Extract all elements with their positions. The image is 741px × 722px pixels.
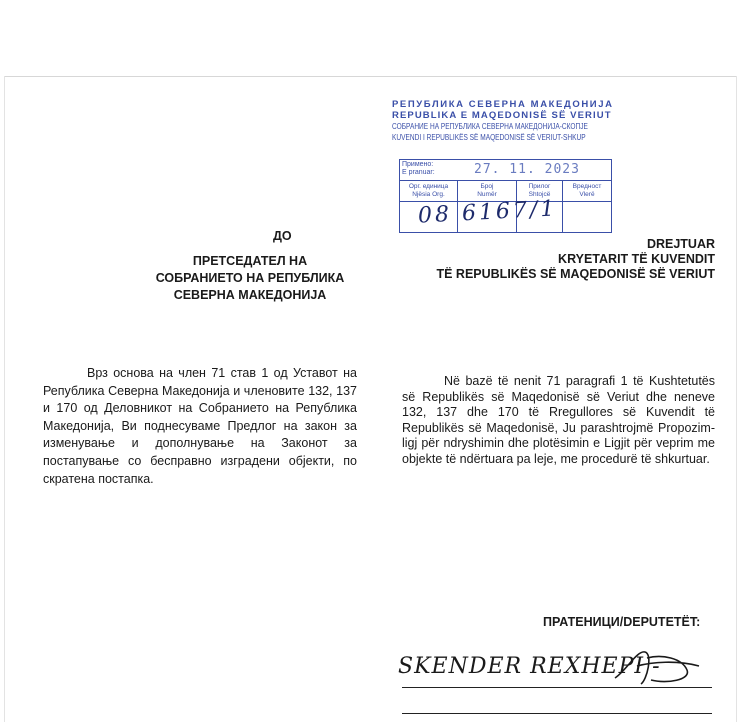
handwritten-signature-name: SKENDER REXHEPI - xyxy=(398,654,661,679)
sq-address-line: TË REPUBLIKËS SË MAQEDONISË SË VERIUT xyxy=(436,267,715,281)
sq-address-line: KRYETARIT TË KUVENDIT xyxy=(558,252,715,266)
mk-address-line: ПРЕТСЕДАТЕЛ НА xyxy=(192,254,308,268)
signature-flourish xyxy=(607,640,707,690)
received-date: 27. 11. 2023 xyxy=(474,162,580,177)
received-label xyxy=(400,160,460,180)
sq-body-text: Në bazë të nenit 71 paragrafi 1 të Kushtetutës së Republikës së Maqedonisë së Veriut dhe neneve 132, 137 dhe 170 të Rregullores së Kuvendit të Republikës së Maqedonisë, Ju parashtrojmë Propozim-ligj për ndryshimin dhe plotësimin e Ligjit për veprim me objekte të ndërtuara pa leje, me procedurë të shkurtuar. xyxy=(402,374,715,466)
mk-address-line: СОБРАНИЕТО НА РЕПУБЛИКА xyxy=(155,271,345,285)
handwritten-reg-number: 08 6167/1 xyxy=(417,196,558,229)
received-label-sq: E pranuar: xyxy=(402,169,435,176)
sq-address xyxy=(380,237,715,282)
received-label-mk: Примено: xyxy=(402,161,434,168)
parliament-stamp xyxy=(392,99,624,143)
signature-line-2 xyxy=(402,713,712,714)
mk-address xyxy=(130,253,370,304)
col-number: Број Numër xyxy=(458,181,517,201)
stamp-line-3: СОБРАНИЕ НА РЕПУБЛИКА СЕВЕРНА МАКЕДОНИЈА-СКОПЈЕ xyxy=(392,122,588,131)
signature-line-1 xyxy=(402,687,712,688)
mk-address-line: СЕВЕРНА МАКЕДОНИЈА xyxy=(173,288,327,302)
mk-body-text: Врз основа на член 71 став 1 од Уставот на Република Северна Македонија и членовите 132, 137 и 170 од Деловникот на Собранието на Република Македонија, Ви поднесуваме Предлог на закон за изменување и дополнување на Законот за постапување со бесправно изградени објекти, по скратена постапка. xyxy=(43,366,357,486)
page-left-edge xyxy=(4,76,5,722)
mps-label: ПРАТЕНИЦИ/DEPUTETËT: xyxy=(543,615,701,629)
top-margin xyxy=(0,0,741,76)
stamp-line-2: REPUBLIKA E MAQEDONISË SË VERIUT xyxy=(392,110,612,121)
sq-address-line: DREJTUAR xyxy=(646,237,715,251)
col-attachment: Прилог Shtojcë xyxy=(517,181,563,201)
mk-to-label: ДО xyxy=(273,229,292,243)
col-org-unit: Орг. единица Njësia Org. xyxy=(400,181,458,201)
page-right-edge xyxy=(736,76,737,722)
stamp-line-4: KUVENDI I REPUBLIKËS SË MAQEDONISË SË VERIUT-SHKUP xyxy=(392,133,586,142)
stamp-line-1: РЕПУБЛИКА СЕВЕРНА МАКЕДОНИЈА xyxy=(392,99,614,110)
page-top-edge xyxy=(4,76,737,77)
col-value: Вредност Vlerë xyxy=(572,183,602,198)
